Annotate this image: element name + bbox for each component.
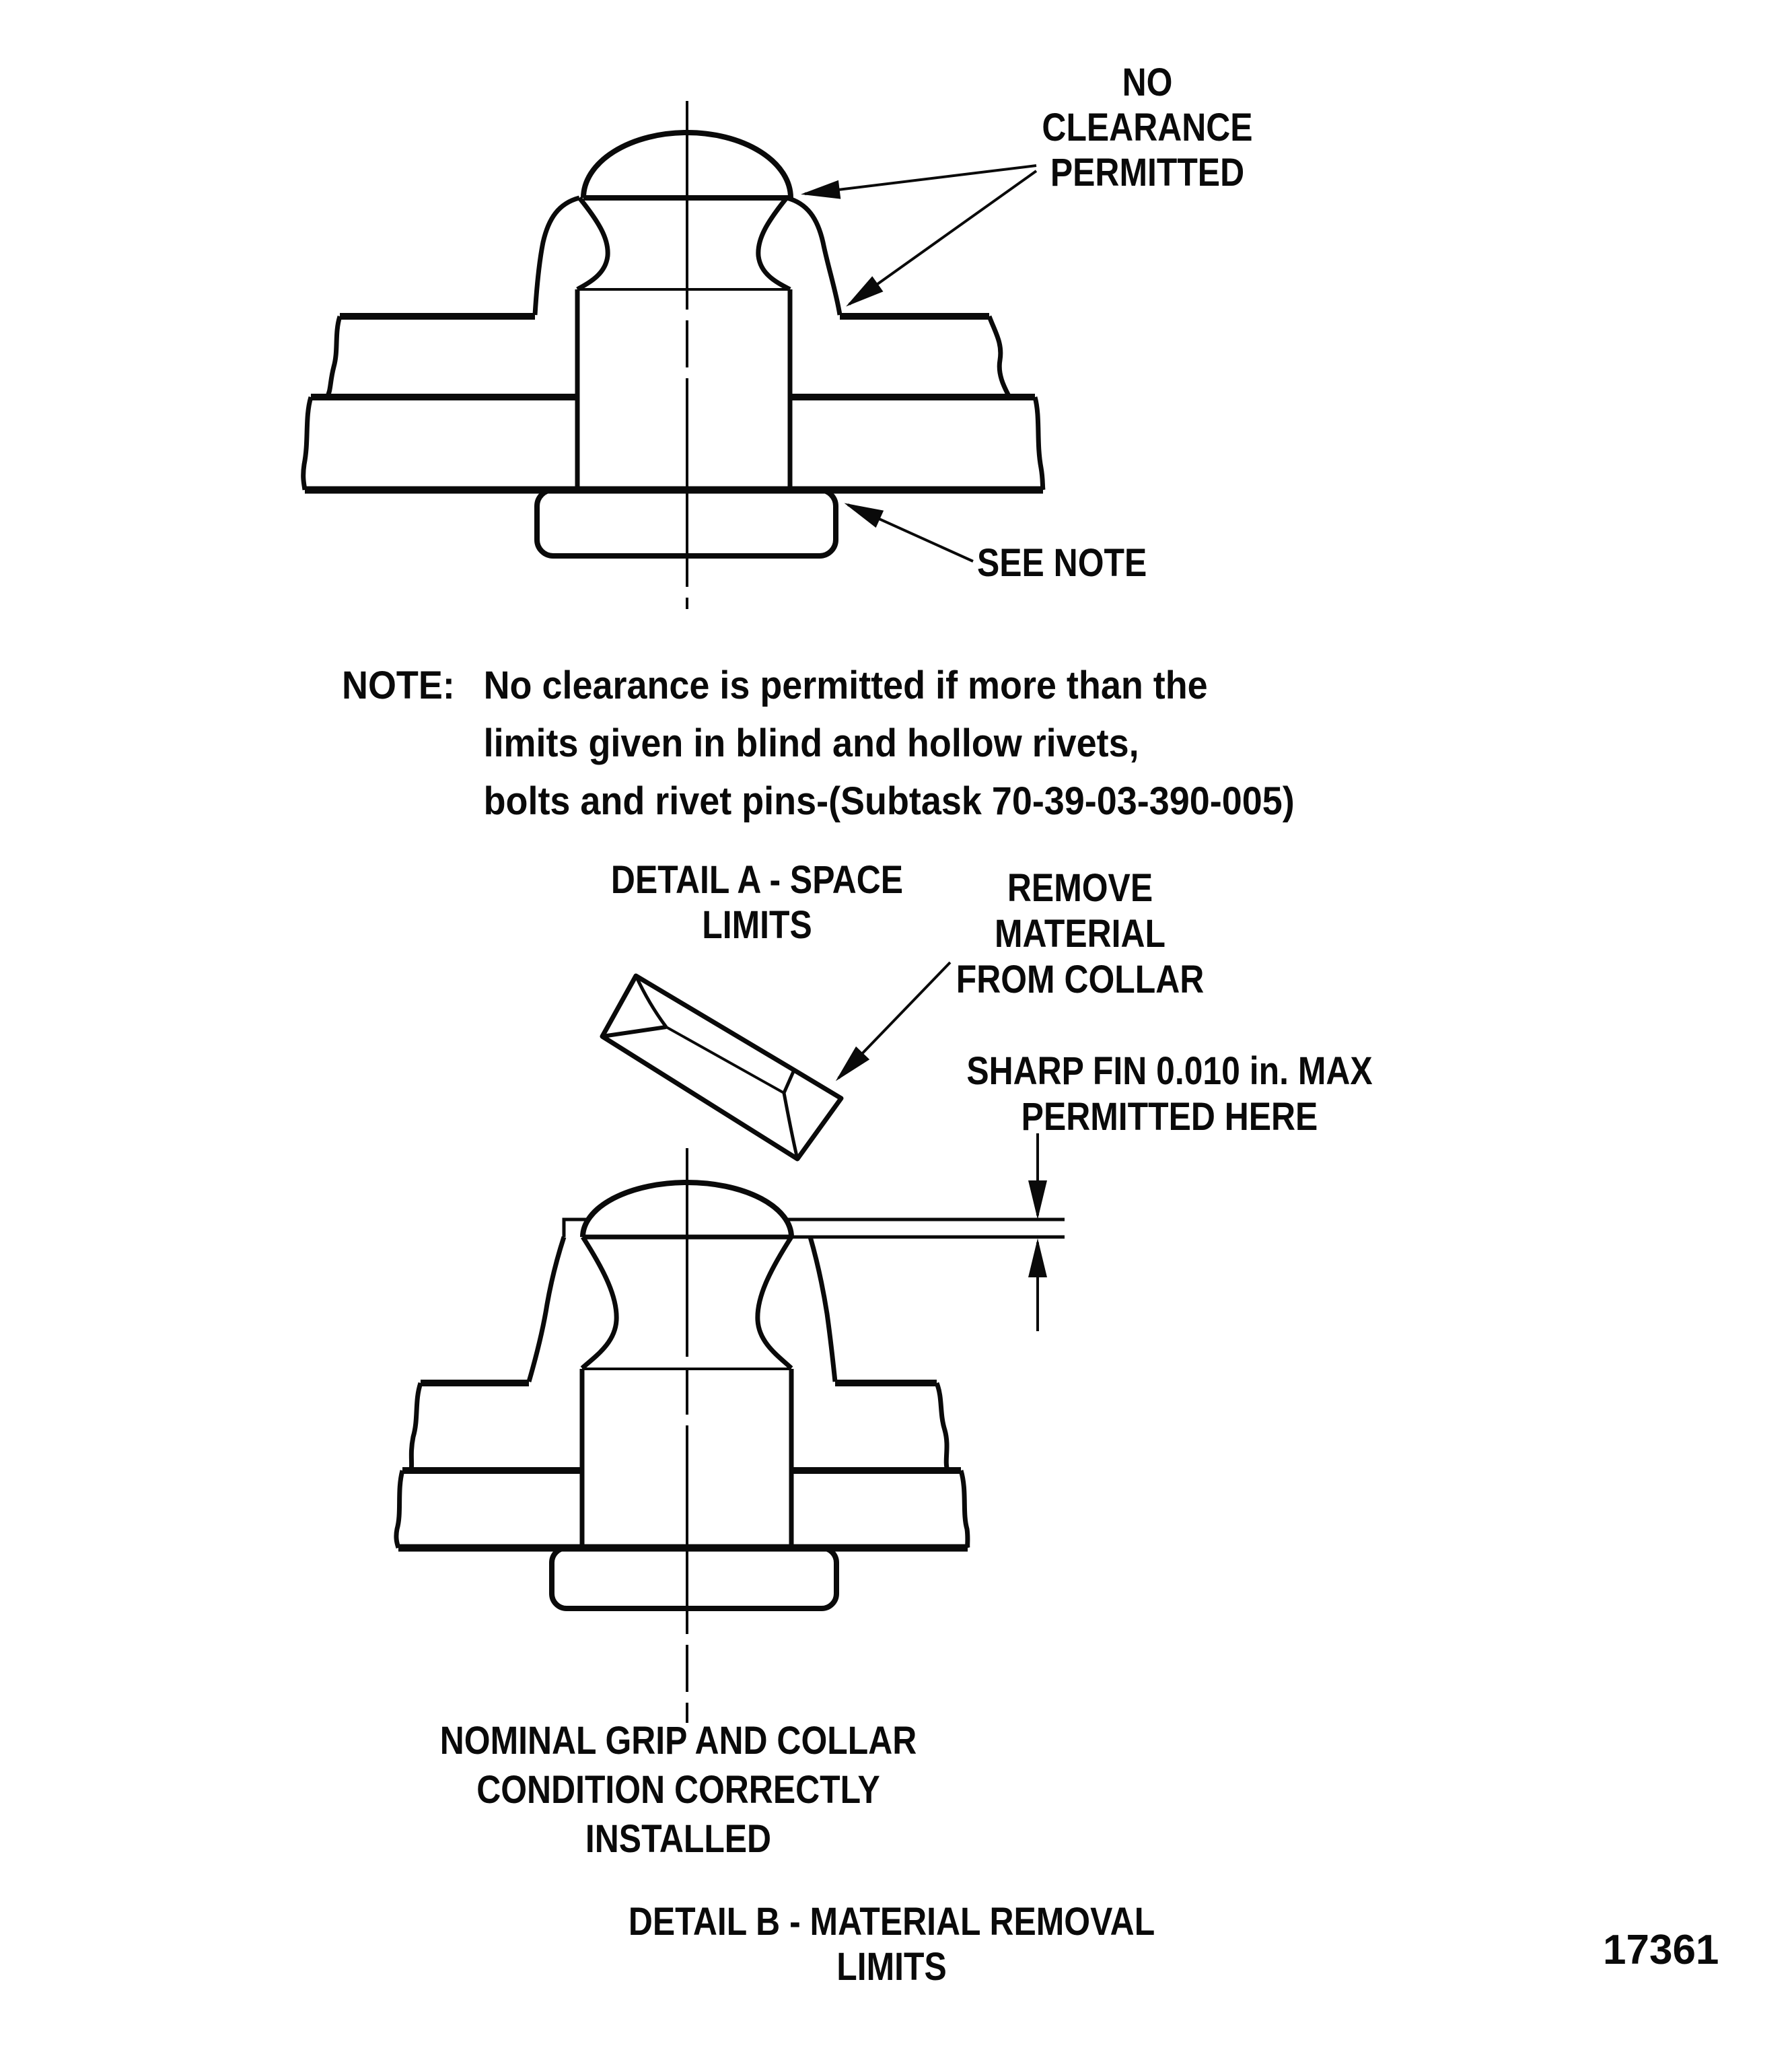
remove-material-line2: FROM COLLAR [956, 958, 1205, 1001]
note-label: NOTE: [342, 664, 455, 707]
sharp-fin-line2: PERMITTED HERE [1021, 1095, 1318, 1139]
removed-material-chip [602, 976, 841, 1159]
collar-neck-left [577, 198, 608, 289]
plate-broken-edge [327, 316, 340, 397]
collar-neck-right [758, 198, 790, 289]
detail-a-caption: DETAIL A - SPACE LIMITS [610, 858, 904, 947]
plate-broken-edge [411, 1383, 421, 1470]
chip-edge [602, 1027, 666, 1036]
plate-broken-edge [961, 1470, 968, 1548]
collar-skirt-left [529, 1237, 564, 1382]
see-note-leader-arrow [848, 505, 973, 561]
collar-tail [552, 1548, 836, 1608]
plate-broken-edge [989, 316, 1009, 397]
note-lines [484, 657, 1295, 830]
nominal-grip-line1: NOMINAL GRIP AND COLLAR [439, 1719, 917, 1763]
chip-outline [602, 976, 841, 1159]
leader-arrow [849, 171, 1036, 304]
sharp-fin-line1: SHARP FIN 0.010 in. MAX [966, 1049, 1373, 1093]
plate-broken-edge [1035, 397, 1043, 490]
collar-skirt-right [787, 198, 840, 315]
collar-neck-left [582, 1237, 616, 1368]
remove-material-callout [921, 865, 1240, 1003]
plate-broken-edge [396, 1470, 402, 1548]
note-line: limits given in blind and hollow rivets, [483, 721, 1139, 765]
detail-b-caption: DETAIL B - MATERIAL REMOVAL LIMITS [628, 1900, 1155, 1989]
no-clearance-line2: PERMITTED [1050, 151, 1245, 194]
no-clearance-leaders [805, 166, 1036, 304]
note-block [342, 657, 1295, 830]
plate-broken-edge [937, 1383, 947, 1470]
leader-arrow [805, 166, 1036, 194]
collar-skirt-left [535, 198, 579, 315]
figure-number: 17361 [1603, 1927, 1719, 1973]
sharp-fin-callout [962, 1049, 1377, 1140]
nominal-grip-caption [393, 1716, 964, 1864]
chip-edge [784, 1070, 794, 1093]
chip-ridge [666, 1027, 784, 1093]
detail-a-drawing [303, 101, 1043, 609]
note-line: No clearance is permitted if more than the [483, 664, 1208, 707]
plate-broken-edge [303, 397, 311, 490]
collar-neck-right [758, 1237, 791, 1368]
collar-skirt-right [810, 1237, 835, 1382]
see-note-callout: SEE NOTE [977, 541, 1147, 585]
nominal-grip-line2: CONDITION CORRECTLY INSTALLED [476, 1768, 880, 1861]
remove-material-line1: REMOVE MATERIAL [995, 866, 1166, 956]
note-line: bolts and rivet pins-(Subtask 70-39-03-390-005) [483, 779, 1295, 823]
no-clearance-callout [1017, 60, 1278, 195]
no-clearance-line1: NO CLEARANCE [1042, 61, 1253, 149]
